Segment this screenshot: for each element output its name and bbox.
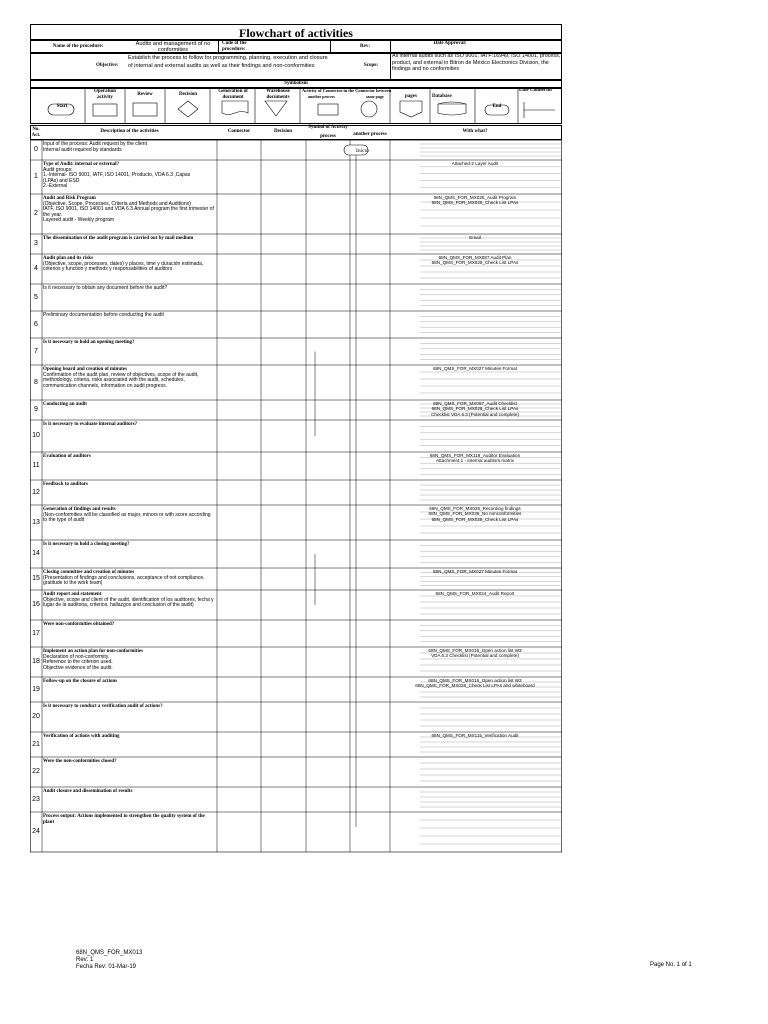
row-number: 23 <box>32 795 40 803</box>
row-title: Evaluation of auditors <box>43 454 91 459</box>
row-documents: 68N_QMS_FOR_MX025_Audit Program 68N_QMS_FOR_MX028_Check List LPAs <box>431 195 519 206</box>
row-number: 8 <box>34 378 38 386</box>
row-documents: 68N_QMS_FOR_MX016_Open action list W3 VDA 6.3 Checklist (Potential and complete) <box>428 648 522 659</box>
row-description <box>43 422 216 428</box>
row-number: 13 <box>32 518 40 526</box>
row-title: Conducting an audit <box>43 402 87 407</box>
scope-label: Scope: <box>364 63 379 68</box>
row-title: Follow-up on the closure of actions <box>43 679 118 684</box>
row-documents: 68N_QMS_FOR_MX119_Auditor Evaluation Attachment 1 - Internal auditors matrix <box>429 453 521 464</box>
row-number: 17 <box>32 629 40 637</box>
row-documents: 68N_QMS_FOR_MX024_Audit Report <box>435 591 515 596</box>
row-title: Process output: Actions implemented to strengthen the quality system of the plant <box>43 814 205 825</box>
row-documents: 68N_QMS_FOR_MX026_Recording findings 68N_QMS_FOR_MX036_No nonconformities 68N_QMS_FOR_MX028_Check List LPAs <box>428 506 522 522</box>
row-title: Closing committee and creation of minutes <box>43 570 135 575</box>
revision-label: Rev: <box>360 44 370 49</box>
row-number: 19 <box>32 685 40 693</box>
row-title: Is it necessary to hold an opening meeting? <box>43 340 135 345</box>
row-documents: 68N_QMS_FOR_MX027 Minutes Format <box>433 569 517 574</box>
page-title: Flowchart of activities <box>30 24 562 40</box>
row-number: 24 <box>32 828 40 835</box>
row-title: Is it necessary to conduct a verification audit of actions? <box>43 704 163 709</box>
row-description <box>43 679 216 685</box>
row-documents: 68N_QMS_FOR_MX115_Verification Audit <box>431 733 519 738</box>
row-number: 6 <box>34 320 38 328</box>
symbol-decision-label: Decision <box>178 92 198 97</box>
row-title: Opening board and creation of minutes <box>43 367 127 372</box>
symbol-connector-title: Activity of Connector in the Connector between <box>302 88 392 93</box>
row-documents: Attached-2 Layer Audit <box>451 161 499 166</box>
row-number: 12 <box>32 488 40 496</box>
row-number: 22 <box>32 768 40 775</box>
footer-rev: Rev: 1 <box>76 957 94 963</box>
col-symbol: Symbol of Activity <box>308 125 348 130</box>
row-number: 21 <box>32 740 40 748</box>
row-description: Preliminary documentation before conducting the audit <box>43 312 164 318</box>
row-description: Is it necessary to obtain any document before the audit? <box>43 285 168 291</box>
row-description <box>43 814 216 825</box>
symbol-connector-same: same page <box>366 94 384 99</box>
row-description <box>43 542 216 548</box>
row-description: Closing committee and creation of minutes (Presentation of findings and conclusions, acceptance of not compliance, gratitude to the work team) <box>43 570 205 587</box>
row-documents: 68N_QMS_FOR_MX027 Minutes Format <box>433 366 517 371</box>
inicio-label: Inicio <box>356 148 369 154</box>
col-description: Description of the activities <box>100 129 159 134</box>
grid-outer <box>30 140 561 852</box>
row-description: Opening board and creation of minutes Confirmation of the audit plan, review of objectives, scope of the audit, methodology, criteria, risks associated with the audit, schedules, communication channels, information on audit progress. <box>43 367 199 389</box>
footer-code: 68N_QMS_FOR_MX013 <box>76 950 143 956</box>
row-description: Generation of findings and results (Non-conformities will be classified as major, minors or with score according to the type of audit <box>43 507 211 524</box>
footer-date: Fecha Rev: 01-Mar-19 <box>76 964 137 970</box>
row-number: 15 <box>32 575 40 582</box>
procedure-name-label: Name of the procedure: <box>52 44 104 49</box>
row-number: 14 <box>32 550 40 557</box>
symbol-pages-label: pages <box>405 94 417 99</box>
row-description: Audit plan and its risks (Objective, scope, processes, dates) y places, time y duración estimada, criterios y function y methods y responsabilities of auditors <box>43 256 204 273</box>
col-process: process <box>320 134 336 139</box>
row-description <box>43 734 216 740</box>
footer-page: Page No. 1 of 1 <box>650 962 692 968</box>
row-number: 10 <box>32 432 40 439</box>
row-description <box>43 402 216 408</box>
row-number: 20 <box>32 713 40 720</box>
row-title: The dissemination of the audit program is carried out by mail medium <box>43 236 194 241</box>
row-description: Audit report and statement Objective, scope and client of the audit, identification of los auditores, fecha y lugar de la auditoria, criterios, hallazgos and conclusion of the audit) <box>43 592 214 609</box>
row-description <box>43 704 216 710</box>
scope-value: All internal audits such as ISO 9001, IATF:16949, ISO 14001, process, product, and external in Bitron de México Electronics Division, the findings and no conformities <box>392 53 561 73</box>
symbol-database-label: Database <box>432 94 452 99</box>
row-documents: 68N_QMS_FOR_MX087 Audit Plan 68N_QMS_FOR_MX028_Check List LPAs <box>431 255 519 266</box>
col-with-what: With what? <box>462 129 488 134</box>
row-title: Were non-conformities obtained? <box>43 622 115 627</box>
row-documents: 68N_QMS_FOR_MX016_Open action list W3 68N_QMS_FOR_MX028_Check List LPAs and whiteboard <box>415 678 535 689</box>
flowchart-sheet <box>30 24 562 914</box>
row-documents: 68N_QMS_FOR_MX097_Audit Checklist 68N_QMS_FOR_MX028_Check List LPAs Checklist VDA 6.3 (Potential and complete) <box>431 401 519 417</box>
row-description: Implement an action plan for non-conformities Declaration of non-conformity. Reference to the criterion used. Objective evidence of the audit. <box>43 649 144 671</box>
procedure-name-value: Audits and management of no conformities <box>135 41 211 53</box>
col-no: No. Act. <box>31 127 41 138</box>
row-number: 2 <box>34 210 38 217</box>
row-number: 3 <box>34 240 38 247</box>
objective-label: Objective: <box>96 63 119 68</box>
row-number: 1 <box>34 173 38 180</box>
row-title: Feedback to auditors <box>43 482 88 487</box>
row-title: Audit and Risk Program <box>43 196 96 201</box>
objective-value: Establish the process to follow for programming, planning, execution and closure of internal and external audits as well as their findings and non-conformities <box>128 55 328 69</box>
row-title: Verification of actions with auditing <box>43 734 120 739</box>
symbol-generation-label: Generation of document <box>218 89 248 100</box>
row-number: 5 <box>34 293 38 301</box>
row-number: 0 <box>34 146 38 153</box>
symbol-line-label: Line Connector <box>519 88 553 93</box>
approval-date-label: Date Approval: <box>433 41 467 46</box>
row-description <box>43 789 216 795</box>
row-title: Implement an action plan for non-conformities <box>43 649 144 654</box>
symbol-warehouse-label: Warehouse documents <box>266 89 290 100</box>
symbol-review-label: Review <box>137 92 153 97</box>
row-documents: Email <box>469 235 481 240</box>
row-title: Audit report and statement <box>43 592 102 597</box>
row-description <box>43 340 216 346</box>
row-number: 11 <box>32 462 40 469</box>
row-number: 9 <box>34 406 38 413</box>
row-description: Type of Audit: internal or external? Audit groups: 1.-Internal- ISO 9001, IATF, ISO 14001, Producto, VDA 6.3 ,Capas (LPAs) and ESD 2.-External <box>43 162 191 190</box>
row-title: Is it necessary to evaluate internal auditors? <box>43 422 138 427</box>
row-description <box>43 454 216 460</box>
symbol-end-label: End <box>492 104 502 109</box>
row-description: Audit and Risk Program (Objective, Scope, Processes, Criteria and Methods and Auditions) IATF, ISO 9001, ISO 14001 and VDA 6.3 Annual program the first trimester of the year. Layered audit - Weekly program <box>43 196 214 224</box>
row-description <box>43 622 216 628</box>
row-description <box>43 482 216 488</box>
row-title: Audit plan and its risks <box>43 256 94 261</box>
symbol-operation-label: Operation activity <box>94 89 116 100</box>
symbology-title: Symbolism <box>284 81 308 86</box>
row-number: 18 <box>32 658 40 665</box>
row-title: Audit closure and dissemination of results <box>43 789 133 794</box>
row-title: Generation of findings and results <box>43 507 116 512</box>
row-number: 4 <box>34 265 38 272</box>
row-title: Is it necessary to hold a closing meeting? <box>43 542 130 547</box>
symbol-start-label: Start <box>56 104 68 109</box>
row-title: Type of Audit: internal or external? <box>43 162 120 167</box>
row-title: Were the non-conformities closed? <box>43 759 117 764</box>
procedure-code-label: Code of the procedure: <box>222 41 247 52</box>
row-number: 16 <box>32 601 40 608</box>
col-connector: Connector <box>227 129 251 134</box>
col-decision: Decision <box>273 129 293 134</box>
row-description <box>43 759 216 765</box>
row-description: Input of the process: Audit request by the client Internal audit required by standards <box>43 141 147 153</box>
symbol-connector-another: another process <box>308 94 335 99</box>
row-number: 7 <box>34 347 38 355</box>
row-description <box>43 236 216 242</box>
col-another-process: another process <box>353 132 387 137</box>
